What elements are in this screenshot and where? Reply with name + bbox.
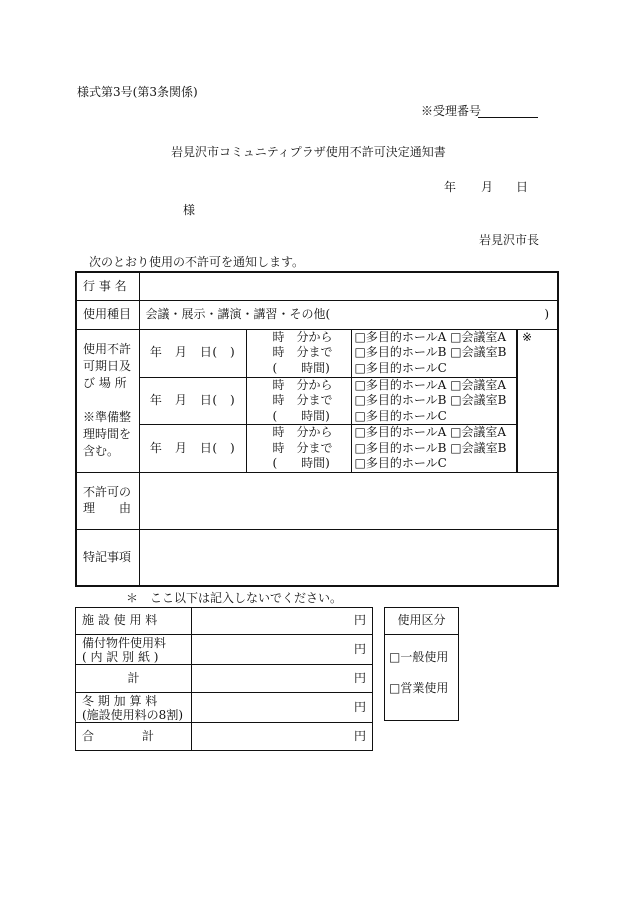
room-checkbox[interactable]: □多目的ホールC [354, 360, 447, 375]
slot-to: 時 分まで [272, 345, 333, 360]
reason-value [139, 472, 558, 529]
slot-hours: ( 時間) [272, 360, 330, 375]
period-label-line: 可期日及 [83, 359, 132, 373]
room-checkbox[interactable]: □会議室B [450, 345, 507, 360]
issuer-name: 岩見沢市長 [479, 233, 540, 247]
slot-to: 時 分まで [272, 393, 333, 407]
fee-unit: 円 [192, 635, 373, 665]
room-checkbox[interactable]: □多目的ホールB [354, 393, 447, 407]
period-label-line [83, 392, 139, 409]
fee-label: 合 計 [76, 723, 192, 751]
period-label-line: ※準備整 [83, 410, 132, 424]
slot-rooms [351, 377, 517, 425]
usage-type-label: 使用種目 [76, 300, 139, 329]
addressee-suffix: 様 [183, 203, 196, 217]
usage-type-row [76, 300, 558, 329]
receipt-number-label: ※受理番号 [421, 104, 482, 118]
slot-row-1 [76, 329, 558, 377]
slot-hours: ( 時間) [272, 456, 330, 470]
slot-date: 年 月 日( ) [139, 377, 246, 425]
notes-label: 特記事項 [76, 529, 139, 586]
office-mark-cell [517, 329, 558, 472]
event-row [76, 272, 558, 300]
reason-label [76, 472, 139, 529]
room-checkbox[interactable]: □多目的ホールA [354, 329, 447, 344]
room-checkbox[interactable]: □多目的ホールC [354, 456, 447, 470]
fee-label: 計 [76, 665, 192, 693]
room-checkbox[interactable]: □会議室A [450, 425, 507, 439]
fee-label [76, 693, 192, 723]
room-checkbox[interactable]: □多目的ホールB [354, 345, 447, 360]
business-use-checkbox[interactable]: □営業使用 [389, 681, 449, 695]
fee-table [75, 607, 373, 751]
room-checkbox[interactable]: □多目的ホールA [354, 377, 447, 392]
office-use-note: ＊ ここ以下は記入しないでください。 [126, 591, 343, 605]
fee-unit: 円 [192, 608, 373, 635]
notes-row [76, 529, 558, 586]
date-day: 日 [516, 180, 529, 194]
general-use-checkbox[interactable]: □一般使用 [389, 650, 449, 664]
date-month: 月 [481, 180, 494, 194]
period-label-line: 理時間を [83, 427, 132, 441]
fee-label [76, 635, 192, 665]
room-checkbox[interactable]: □多目的ホールB [354, 440, 447, 455]
office-mark: ※ [522, 329, 533, 344]
room-checkbox[interactable]: □多目的ホールA [354, 425, 447, 439]
slot-from: 時 分から [272, 329, 333, 344]
slot-from: 時 分から [272, 377, 333, 392]
slot-row-2 [76, 377, 558, 425]
room-checkbox[interactable]: □会議室B [450, 393, 507, 407]
room-checkbox[interactable]: □会議室A [450, 329, 507, 344]
receipt-number-line [478, 117, 538, 118]
page-title: 岩見沢市コミュニティプラザ使用不許可決定通知書 [171, 145, 446, 159]
slot-time [246, 329, 351, 377]
slot-time [246, 377, 351, 425]
usage-class-table [384, 607, 459, 721]
fee-unit: 円 [192, 723, 373, 751]
period-label-line: 使用不許 [83, 342, 132, 356]
slot-rooms [351, 329, 517, 377]
room-checkbox[interactable]: □会議室B [450, 440, 507, 455]
fee-label-line: 備付物件使用料 [82, 635, 167, 650]
slot-date: 年 月 日( ) [139, 329, 246, 377]
fee-row [76, 723, 373, 751]
reason-row [76, 472, 558, 529]
event-label: 行 事 名 [76, 272, 139, 300]
usage-type-close: ) [544, 306, 549, 321]
room-checkbox[interactable]: □会議室A [450, 377, 507, 392]
slot-hours: ( 時間) [272, 408, 330, 423]
slot-rooms [351, 425, 517, 473]
event-value [139, 272, 558, 300]
fee-row [76, 693, 373, 723]
room-checkbox[interactable]: □多目的ホールC [354, 408, 447, 423]
usage-type-options [139, 300, 558, 329]
reason-label-line: 理 由 [83, 500, 132, 515]
slot-time [246, 425, 351, 473]
fee-row [76, 608, 373, 635]
fee-row [76, 665, 373, 693]
slot-row-3 [76, 425, 558, 473]
fee-label-line: (施設使用料の8割) [82, 707, 183, 722]
fee-label-line: ( 内 訳 別 紙 ) [82, 649, 159, 664]
usage-class-header-row [385, 608, 459, 635]
reason-label-line: 不許可の [83, 485, 132, 499]
usage-type-options-text: 会議・展示・講演・講習・その他( [145, 306, 331, 321]
slot-from: 時 分から [272, 425, 333, 439]
fee-unit: 円 [192, 693, 373, 723]
slot-date: 年 月 日( ) [139, 425, 246, 473]
period-label-line: び 場 所 [83, 376, 127, 390]
period-label [76, 329, 139, 472]
usage-class-options [385, 635, 459, 721]
fee-unit: 円 [192, 665, 373, 693]
fee-row [76, 635, 373, 665]
application-table [75, 271, 559, 587]
period-label-line: 含む。 [83, 444, 120, 458]
intro-text: 次のとおり使用の不許可を通知します。 [89, 255, 305, 269]
notes-value [139, 529, 558, 586]
usage-class-body-row [385, 635, 459, 721]
slot-to: 時 分まで [272, 440, 333, 455]
date-year: 年 [444, 180, 457, 194]
form-number: 様式第3号(第3条関係) [77, 85, 198, 99]
fee-label: 施 設 使 用 料 [76, 608, 192, 635]
usage-class-title: 使用区分 [385, 608, 459, 635]
fee-label-line: 冬 期 加 算 料 [82, 693, 158, 708]
